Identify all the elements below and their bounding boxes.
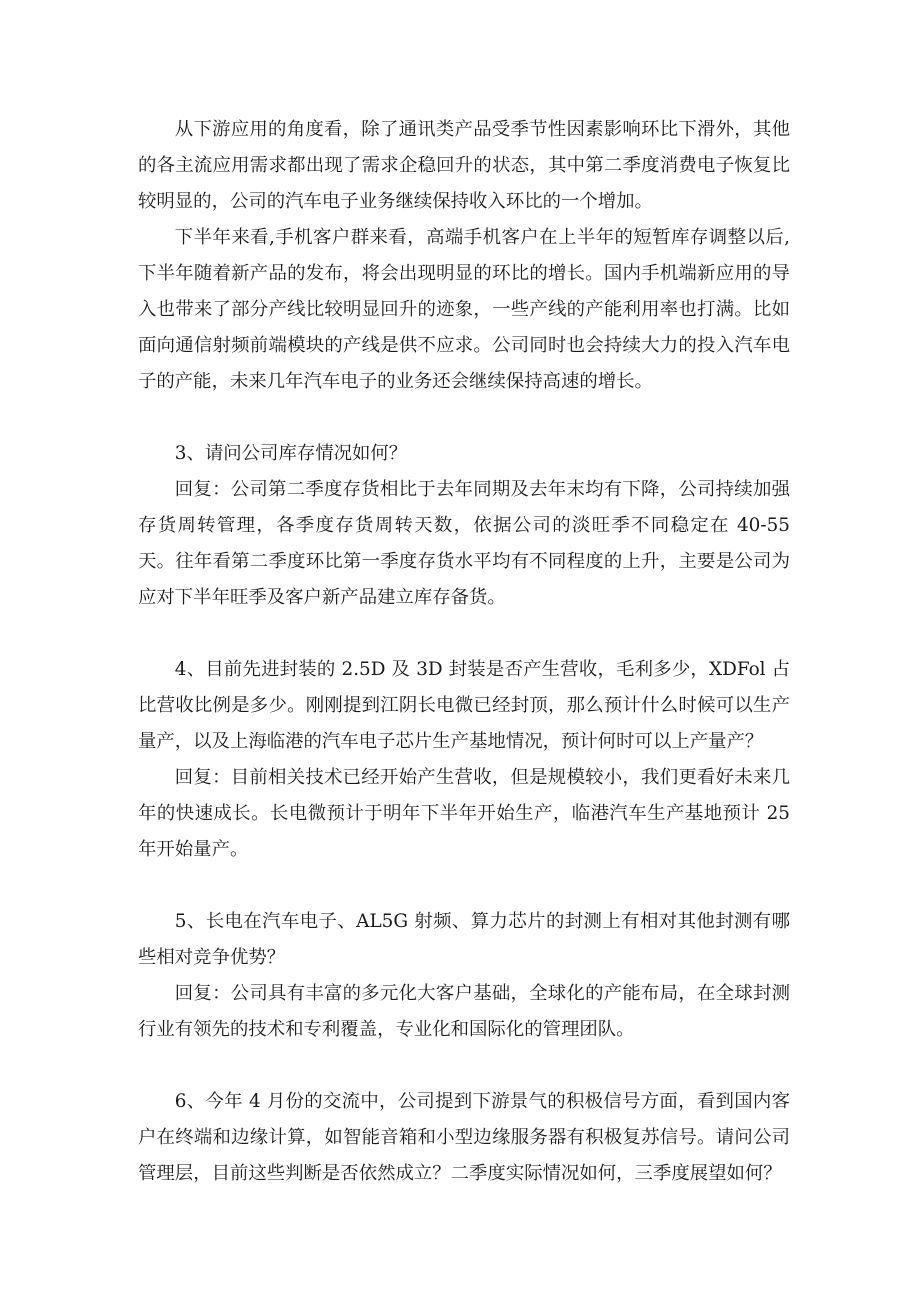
- question-3-inventory: 3、请问公司库存情况如何？: [174, 443, 408, 464]
- spacer: [138, 868, 790, 904]
- question-6-downstream-signals: 6、今年 4 月份的交流中，公司提到下游景气的积极信号方面，看到国内客户在终端和边缘计算，如智能音箱和小型边缘服务器有积极复苏信号。请问公司管理层，目前这些判断是否依然成立？二季度实际情况如何，三季度展望如何？: [138, 1091, 790, 1184]
- question-4-advanced-packaging: 4、目前先进封装的 2.5D 及 3D 封装是否产生营收，毛利多少，XDFol 占比营收比例是多少。刚刚提到江阴长电微已经封顶，那么预计什么时候可以生产量产，以及上海临港的汽车电子芯片生产基地情况，预计何时可以上产量产？: [138, 659, 790, 752]
- spacer: [138, 1048, 790, 1084]
- document-body: [138, 112, 790, 1192]
- paragraph-downstream-applications: 从下游应用的角度看，除了通讯类产品受季节性因素影响环比下滑外，其他的各主流应用需求都出现了需求企稳回升的状态，其中第二季度消费电子恢复比较明显的，公司的汽车电子业务继续保持收入环比的一个增加。: [138, 119, 790, 212]
- spacer: [138, 400, 790, 436]
- paragraph-second-half-outlook: 下半年来看,手机客户群来看，高端手机客户在上半年的短暂库存调整以后,下半年随着新产品的发布，将会出现明显的环比的增长。国内手机端新应用的导入也带来了部分产线比较明显回升的迹象，一些产线的产能利用率也打满。比如面向通信射频前端模块的产线是供不应求。公司同时也会持续大力的投入汽车电子的产能，未来几年汽车电子的业务还会继续保持高速的增长。: [138, 227, 790, 392]
- answer-4-advanced-packaging: 回复：目前相关技术已经开始产生营收，但是规模较小，我们更看好未来几年的快速成长。长电微预计于明年下半年开始生产，临港汽车生产基地预计 25 年开始量产。: [138, 767, 790, 860]
- question-5-competitive-advantage: 5、长电在汽车电子、AL5G 射频、算力芯片的封测上有相对其他封测有哪些相对竞争优势？: [138, 911, 790, 968]
- answer-3-inventory: 回复：公司第二季度存货相比于去年同期及去年末均有下降，公司持续加强存货周转管理，各季度存货周转天数，依据公司的淡旺季不同稳定在 40-55 天。往年看第二季度环比第一季度存货水平均有不同程度的上升，主要是公司为应对下半年旺季及客户新产品建立库存备货。: [138, 479, 790, 608]
- answer-5-competitive-advantage: 回复：公司具有丰富的多元化大客户基础，全球化的产能布局，在全球封测行业有领先的技术和专利覆盖，专业化和国际化的管理团队。: [138, 983, 790, 1040]
- spacer: [138, 616, 790, 652]
